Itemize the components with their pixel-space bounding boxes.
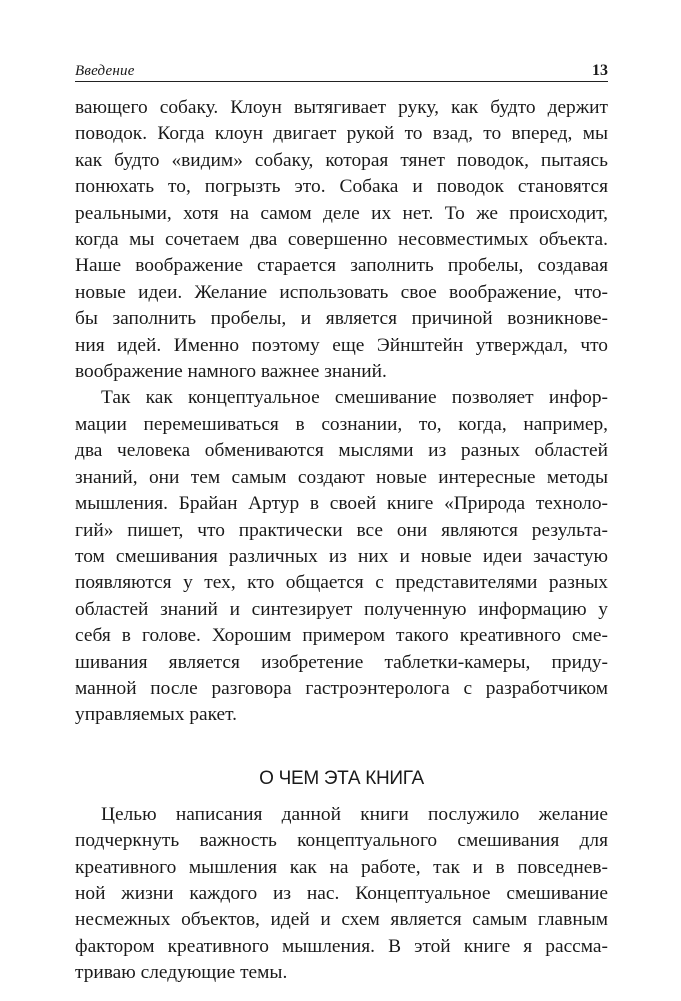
- text-line: новые идеи. Желание использовать свое воображение, что-: [75, 281, 608, 303]
- page-number: 13: [592, 62, 608, 79]
- text-line: фактором креативного мышления. В этой книге я рассма-: [75, 935, 608, 957]
- text-line: шивания является изобретение таблетки-камеры, приду-: [75, 651, 608, 673]
- text-line: знаний, они тем самым создают новые интересные методы: [75, 466, 608, 488]
- running-header: [75, 58, 608, 82]
- body-text: [75, 95, 608, 987]
- text-line: Так как концептуальное смешивание позволяет инфор-: [101, 387, 608, 409]
- text-line: гий» пишет, что практически все они являются результа-: [75, 519, 608, 541]
- text-line: управляемых ракет.: [75, 704, 238, 726]
- text-line: триваю следующие темы.: [75, 962, 288, 984]
- text-line: областей знаний и синтезирует полученную информацию у: [75, 598, 608, 620]
- text-line: Целью написания данной книги послужило желание: [101, 803, 608, 825]
- text-line: креативного мышления как на работе, так и в повседнев-: [75, 856, 608, 878]
- text-line: манной после разговора гастроэнтеролога с разработчиком: [75, 677, 608, 699]
- text-line: бы заполнить пробелы, и является причиной возникнове-: [75, 308, 608, 330]
- text-line: понюхать то, погрызть это. Собака и поводок становятся: [75, 176, 608, 198]
- text-line: Наше воображение старается заполнить пробелы, создавая: [75, 255, 608, 277]
- text-line: подчеркнуть важность концептуального смешивания для: [75, 830, 608, 852]
- text-line: воображение намного важнее знаний.: [75, 361, 387, 383]
- text-line: том смешивания различных из них и новые идеи зачастую: [75, 545, 608, 567]
- text-line: поводок. Когда клоун двигает рукой то взад, то вперед, мы: [75, 123, 608, 145]
- text-line: реальными, хотя на самом деле их нет. То же происходит,: [75, 202, 608, 224]
- text-line: появляются у тех, кто общается с представителями разных: [75, 572, 608, 594]
- running-title: Введение: [75, 63, 135, 79]
- paragraph-2: [75, 385, 608, 728]
- text-line: два человека обмениваются мыслями из разных областей: [75, 440, 608, 462]
- text-line: ной жизни каждого из нас. Концептуальное смешивание: [75, 882, 608, 904]
- paragraph-1: [75, 95, 608, 385]
- text-line: несмежных объектов, идей и схем является самым главным: [75, 909, 608, 931]
- text-line: мации перемешиваться в сознании, то, когда, например,: [75, 413, 608, 435]
- text-line: мышления. Брайан Артур в своей книге «Природа техноло-: [75, 493, 608, 515]
- book-page: [75, 58, 608, 987]
- text-line: вающего собаку. Клоун вытягивает руку, как будто держит: [75, 97, 608, 118]
- text-line: когда мы сочетаем два совершенно несовместимых объекта.: [75, 229, 608, 251]
- paragraph-3: [75, 802, 608, 987]
- text-line: как будто «видим» собаку, которая тянет поводок, пытаясь: [75, 149, 608, 171]
- text-line: себя в голове. Хорошим примером такого креативного сме-: [75, 625, 608, 647]
- section-heading: О ЧЕМ ЭТА КНИГА: [259, 767, 424, 789]
- text-line: ния идей. Именно поэтому еще Эйнштейн утверждал, что: [75, 334, 608, 356]
